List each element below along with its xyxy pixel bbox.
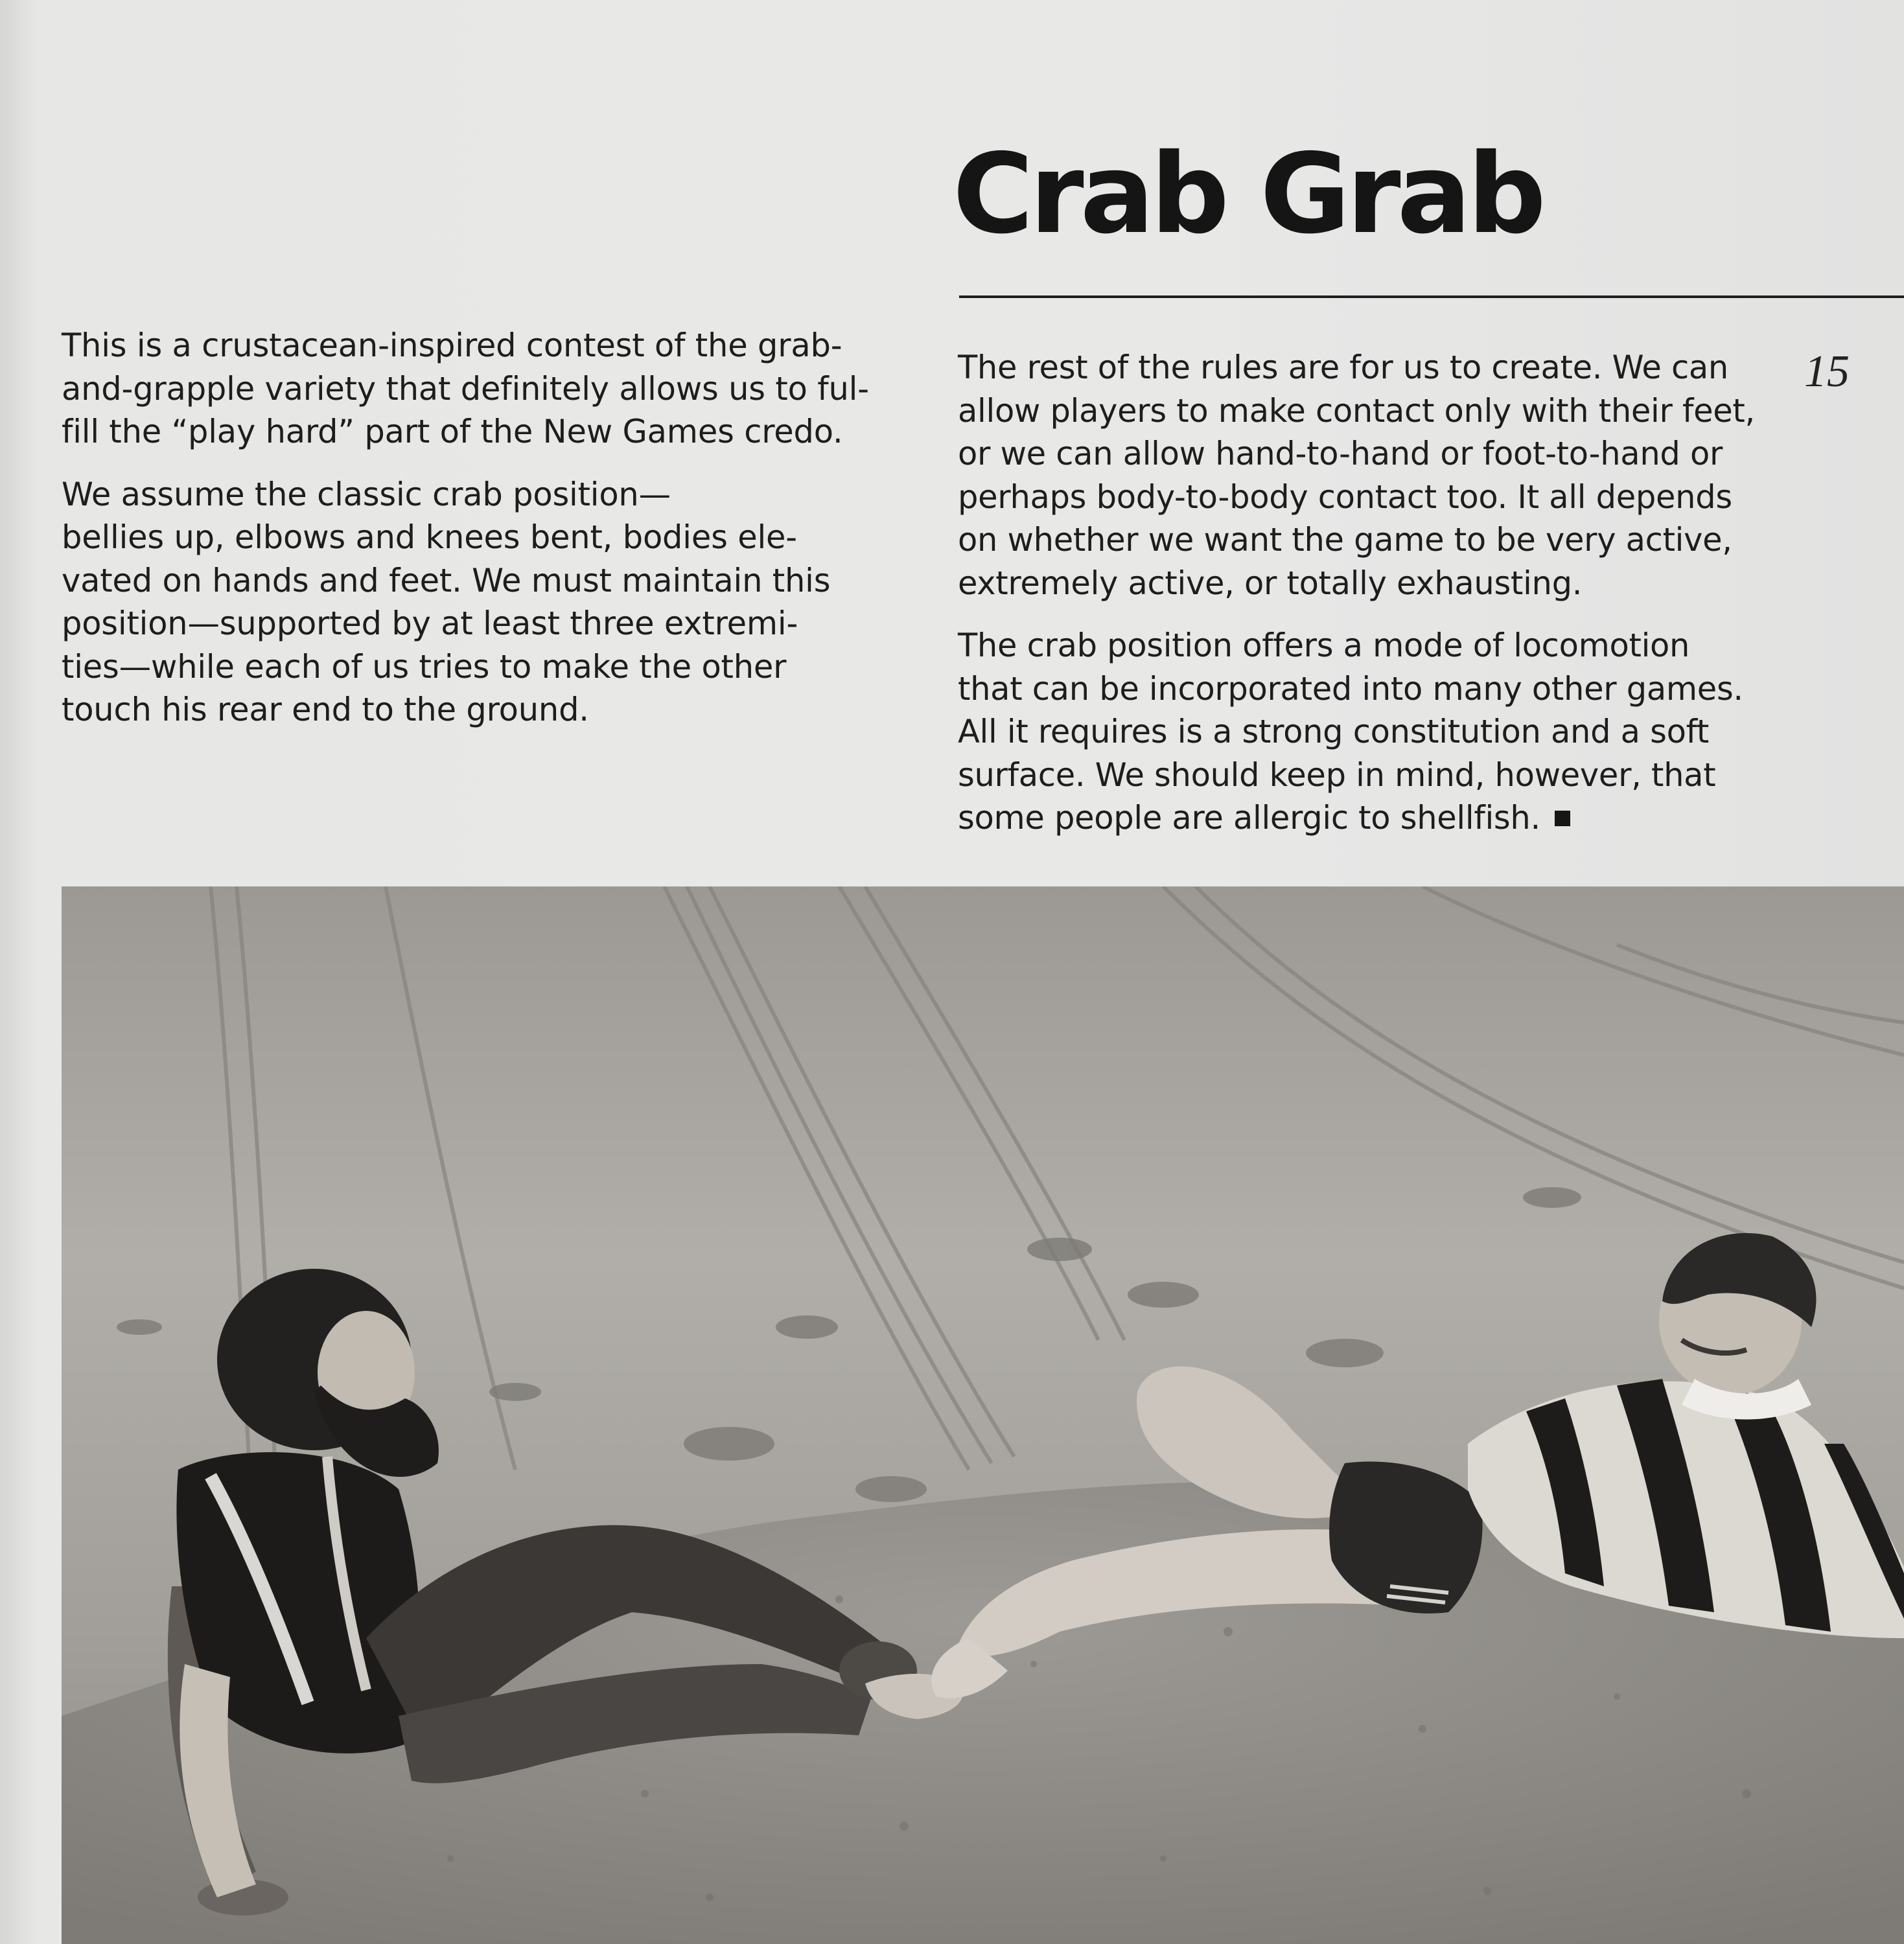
paragraph [958, 346, 1800, 605]
text-line-content: some people are allergic to shellfish. [958, 799, 1540, 837]
paragraph [958, 624, 1800, 840]
page-title: Crab Grab [953, 130, 1542, 259]
text-line: surface. We should keep in mind, however, that [958, 756, 1716, 794]
paragraph [62, 473, 904, 732]
text-line: vated on hands and feet. We must maintain this [62, 561, 831, 599]
text-line: This is a crustacean-inspired contest of the grab- [62, 327, 842, 364]
text-line: bellies up, elbows and knees bent, bodies ele- [62, 518, 797, 556]
text-line: fill the “play hard” part of the New Games credo. [62, 413, 843, 450]
right-text-column [958, 346, 1800, 859]
text-line: The crab position offers a mode of locomotion [958, 627, 1690, 664]
text-line [958, 796, 1800, 840]
text-line: We assume the classic crab position— [62, 475, 671, 513]
text-line: touch his rear end to the ground. [62, 691, 589, 728]
beach-photo [62, 886, 1904, 1944]
text-line: extremely active, or totally exhausting. [958, 564, 1583, 602]
text-line: All it requires is a strong constitution and a soft [958, 713, 1709, 750]
text-line: allow players to make contact only with their feet, [958, 391, 1755, 430]
paragraph [62, 324, 904, 454]
text-line: ties—while each of us tries to make the other [62, 647, 787, 686]
text-line: that can be incorporated into many other games. [958, 669, 1743, 708]
text-line: The rest of the rules are for us to create. We can [958, 349, 1728, 386]
beach-photo-illustration [62, 886, 1904, 1944]
text-line: perhaps body-to-body contact too. It all depends [958, 478, 1732, 516]
text-line: or we can allow hand-to-hand or foot-to-hand or [958, 435, 1723, 472]
text-line: on whether we want the game to be very active, [958, 521, 1732, 559]
end-of-article-mark [1555, 811, 1570, 826]
page-number: 15 [1804, 347, 1850, 397]
text-line: position—supported by at least three extremi- [62, 605, 798, 642]
left-text-column [62, 324, 904, 751]
text-line: and-grapple variety that definitely allows us to ful- [62, 369, 869, 408]
title-rule [959, 295, 1904, 298]
